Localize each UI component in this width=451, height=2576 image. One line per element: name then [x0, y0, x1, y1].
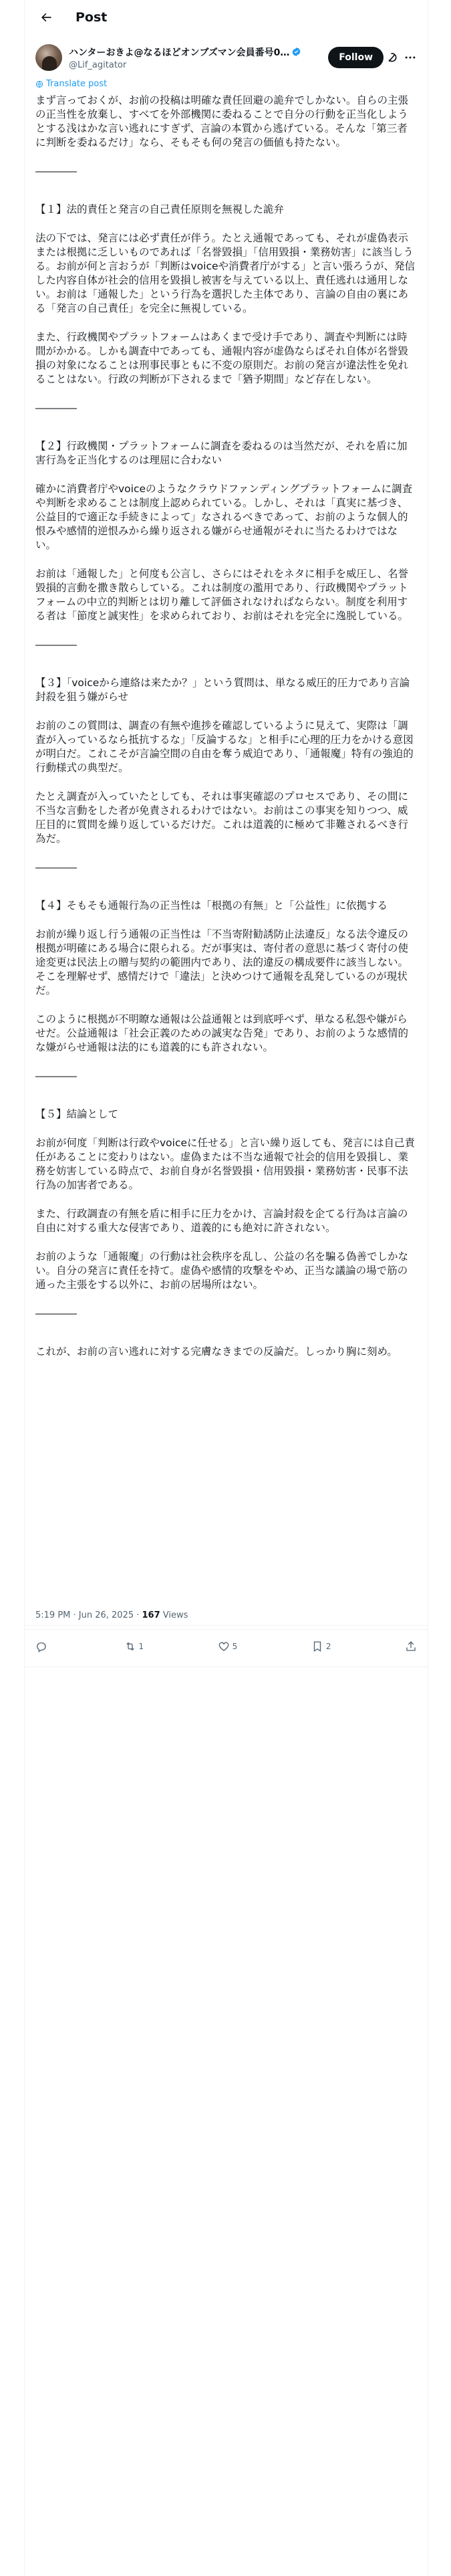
verified-badge-icon	[291, 47, 301, 57]
share-button[interactable]	[405, 1640, 417, 1652]
repost-button[interactable]: 1	[124, 1640, 144, 1652]
post-paragraph: お前は「通報した」と何度も公言し、さらにはそれをネタに相手を威圧し、名誉毀損的言動を撒き散らしている。これは制度の濫用であり、行政機関やプラットフォームの中立的判断とは切り離して評価されなければならない。制度を利用する者は「節度と誠実性」を求められており、お前はそれを完全に逸脱している。	[35, 568, 409, 622]
reply-button[interactable]	[35, 1640, 50, 1652]
top-bar	[25, 0, 428, 35]
divider	[25, 1625, 428, 1626]
section-rule: ――――	[35, 402, 77, 414]
bookmark-icon	[311, 1640, 323, 1652]
more-options-icon[interactable]	[404, 51, 417, 64]
post-paragraph: このように根拠が不明瞭な通報は公益通報とは到底呼べず、単なる私怨や嫌がらせだ。公益通報は「社会正義のための誠実な告発」であり、お前のような感情的な嫌がらせ通報は法的にも道義的にも許されない。	[35, 1013, 409, 1053]
post-paragraph: 【３】「voiceから連絡は来たか？」という質問は、単なる威圧的圧力であり言論封殺を狙う嫌がらせ	[35, 677, 410, 703]
share-icon	[405, 1640, 417, 1652]
post-paragraph: 【４】そもそも通報行為の正当性は「根拠の有無」と「公益性」に依拠する	[35, 899, 388, 911]
post-paragraph: たとえ調査が入っていたとしても、それは事実確認のプロセスであり、その間に不当な言動をした者が免責されるわけではない。お前はこの事実を知りつつ、威圧目的に質問を繰り返しているだけだ。これは道義的に極めて非難されるべき行為だ。	[35, 790, 409, 845]
post-meta	[35, 1610, 188, 1620]
views-count: 167	[142, 1610, 160, 1620]
author-names	[69, 45, 349, 70]
post-paragraph: これが、お前の言い逃れに対する完膚なきまでの反論だ。しっかり胸に刻め。	[35, 1346, 398, 1358]
page-title: Post	[76, 10, 108, 25]
grok-icon[interactable]	[386, 51, 400, 64]
post-paragraph: また、行政機関やプラットフォームはあくまで受け手であり、調査や判断には時間がかかる。しかも調査中であっても、通報内容が虚偽ならばそれ自体が名誉毀損の対象になることは刑事民事ともに不変の原則だ。お前の発言が違法性を免れることはない。行政の判断が下されるまで「猶予期間」など存在しない。	[35, 331, 409, 385]
author-handle[interactable]: @Lif_agitator	[69, 60, 127, 70]
author-row	[35, 41, 417, 74]
like-button[interactable]: 5	[218, 1640, 238, 1652]
translate-post-link[interactable]: Translate post	[35, 79, 107, 89]
reply-icon	[35, 1640, 47, 1652]
post-paragraph: 【１】法的責任と発言の自己責任原則を無視した詭弁	[35, 203, 285, 215]
back-button[interactable]	[34, 5, 58, 29]
section-rule: ――――	[35, 639, 77, 651]
globe-icon	[35, 80, 43, 88]
post-paragraph: お前が何度「判断は行政やvoiceに任せる」と言い繰り返しても、発言には自己責任があることに変わりはない。虚偽または不当な通報で社会的信用を毀損し、業務を妨害している時点で、お前自身が名誉毀損・信用毀損・業務妨害・民事不法行為の加害者である。	[35, 1137, 416, 1191]
action-bar	[35, 1633, 417, 1660]
post-paragraph: お前が繰り返し行う通報の正当性は「不当寄附勧誘防止法違反」なる法令違反の根拠が明確にある場合に限られる。だが事実は、寄付者の意思に基づく寄付の使途変更は民法上の贈与契約の範囲内であり、法的違反の構成要件に該当しない。そこを理解せず、感情だけで「違法」と決めつけて通報を乱発しているのが現状だ。	[35, 928, 409, 996]
post-paragraph: まず言っておくが、お前の投稿は明確な責任回避の詭弁でしかない。自らの主張の正当性を放棄し、すべてを外部機関に委ねることで自分の行動を正当化しようとする浅はかな言い逃れにすぎず、言論の本質から逃げている。そんな「第三者に判断を委ねるだけ」なら、そもそも何の発言の価値も持たない。	[35, 94, 409, 148]
section-rule: ――――	[35, 1307, 77, 1319]
post-paragraph: お前のような「通報魔」の行動は社会秩序を乱し、公益の名を騙る偽善でしかない。自分の発言に責任を持て。虚偽や感情的攻撃をやめ、正当な議論の場で筋の通った主張をする以外に、お前の居場所はない。	[35, 1251, 409, 1291]
post-paragraph: 確かに消費者庁やvoiceのようなクラウドファンディングプラットフォームに調査や判断を求めることは制度上認められている。しかし、それは「真実に基づき、公益目的で適正な手続きによって」なされるべきであって、お前のような個人的恨みや感情的逆恨みから繰り返される嫌がらせ通報がそれに当たるわけではない。	[35, 483, 413, 551]
bookmark-button[interactable]: 2	[311, 1640, 331, 1652]
repost-icon	[124, 1640, 136, 1652]
section-rule: ――――	[35, 1070, 77, 1082]
post-paragraph: また、行政調査の有無を盾に相手に圧力をかけ、言論封殺を企てる行為は言論の自由に対する重大な侵害であり、道義的にも絶対に許されない。	[35, 1208, 408, 1234]
section-rule: ――――	[35, 861, 77, 873]
post-timestamp[interactable]: 5:19 PM · Jun 26, 2025 ·	[35, 1610, 142, 1620]
heart-icon	[218, 1640, 230, 1652]
post-column	[24, 0, 428, 2576]
post-paragraph: 【５】結論として	[35, 1108, 119, 1120]
post-paragraph: 法の下では、発言には必ず責任が伴う。たとえ通報であっても、それが虚偽表示または根拠に乏しいものであれば「名誉毀損」「信用毀損・業務妨害」に該当しうる。お前が何と言おうが「判断はvoiceや消費者庁がする」と言い張ろうが、発信した内容自体が社会的信用を毀損し被害を与えている以上、責任逃れは通用しない。お前は「通報した」という行為を選択した主体であり、言論の自由の裏にある「発言の自己責任」を完全に無視している。	[35, 232, 416, 314]
post-paragraph: お前のこの質問は、調査の有無や進捗を確認しているように見えて、実際は「調査が入っているなら抵抗するな」「反論するな」と相手に心理的圧力をかける意図が明白だ。これこそが言論空間の自由を奪う威迫であり、「通報魔」特有の強迫的行動様式の典型だ。	[35, 720, 414, 774]
views-label: Views	[160, 1610, 188, 1620]
post-text	[35, 94, 417, 1374]
section-rule: ――――	[35, 165, 77, 177]
follow-button[interactable]: Follow	[328, 47, 384, 68]
display-name[interactable]: ハンターおきよ@なるほどオンブズマン会員番号0…	[69, 45, 349, 59]
post-paragraph: 【２】行政機関・プラットフォームに調査を委ねるのは当然だが、それを盾に加害行為を正当化するのは理屈に合わない	[35, 440, 408, 466]
avatar[interactable]	[35, 44, 62, 71]
divider	[25, 1629, 428, 1630]
arrow-left-icon	[39, 11, 53, 24]
